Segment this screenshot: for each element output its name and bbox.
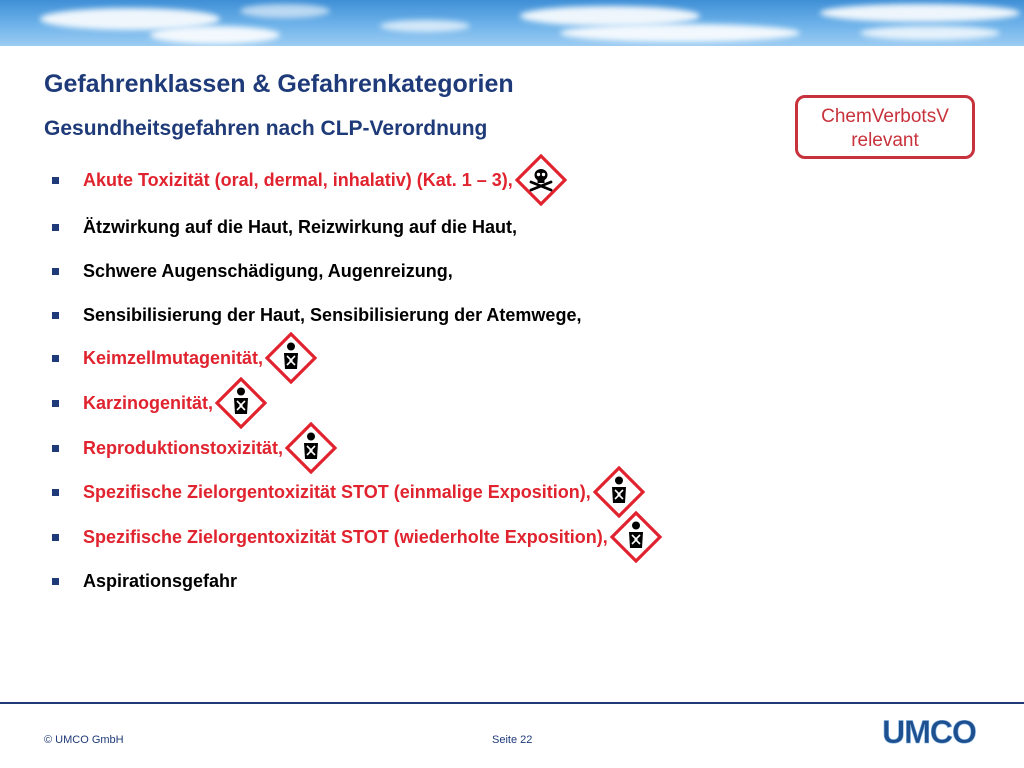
list-item-text: Schwere Augenschädigung, Augenreizung, bbox=[83, 260, 453, 281]
bullet-square-icon bbox=[52, 578, 59, 585]
list-item bbox=[52, 300, 581, 330]
list-item-text: Aspirationsgefahr bbox=[83, 570, 238, 591]
list-item-text: Akute Toxizität (oral, dermal, inhalativ) (Kat. 1 – 3), bbox=[83, 169, 513, 190]
list-item bbox=[52, 388, 267, 418]
badge-line-1: ChemVerbotsV bbox=[821, 106, 949, 127]
list-item-text: Spezifische Zielorgentoxizität STOT (einmalige Exposition), bbox=[83, 481, 591, 502]
health-hazard-icon bbox=[285, 422, 337, 474]
list-item-text: Spezifische Zielorgentoxizität STOT (wiederholte Exposition), bbox=[83, 526, 608, 547]
list-item bbox=[52, 212, 517, 242]
list-item bbox=[52, 566, 237, 596]
footer-copyright: © UMCO GmbH bbox=[44, 734, 124, 746]
health-hazard-icon bbox=[215, 377, 267, 429]
bullet-square-icon bbox=[52, 400, 59, 407]
list-item bbox=[52, 433, 337, 463]
list-item-text: Reproduktionstoxizität, bbox=[83, 437, 284, 458]
list-item-text: Sensibilisierung der Haut, Sensibilisierung der Atemwege, bbox=[83, 304, 582, 325]
list-item-text: Keimzellmutagenität, bbox=[83, 347, 264, 368]
health-hazard-icon bbox=[265, 332, 317, 384]
bullet-square-icon bbox=[52, 177, 59, 184]
health-hazard-icon bbox=[610, 511, 662, 563]
bullet-square-icon bbox=[52, 534, 59, 541]
umco-logo-text: UMCO bbox=[882, 714, 976, 748]
footer-divider bbox=[0, 702, 1024, 704]
list-item bbox=[52, 477, 645, 507]
bullet-square-icon bbox=[52, 445, 59, 452]
bullet-square-icon bbox=[52, 489, 59, 496]
list-item bbox=[52, 343, 317, 373]
list-item-text: Ätzwirkung auf die Haut, Reizwirkung auf die Haut, bbox=[83, 216, 518, 237]
bullet-square-icon bbox=[52, 224, 59, 231]
list-item bbox=[52, 522, 662, 552]
footer-page-number: Seite 22 bbox=[492, 734, 533, 746]
umco-logo bbox=[874, 714, 984, 748]
list-item bbox=[52, 165, 567, 195]
slide-title: Gefahrenklassen & Gefahrenkategorien bbox=[44, 70, 514, 98]
slide-subtitle: Gesundheitsgefahren nach CLP-Verordnung bbox=[44, 117, 488, 140]
skull-crossbones-icon bbox=[515, 154, 567, 206]
chemverbotsv-badge bbox=[795, 95, 975, 159]
list-item-text: Karzinogenität, bbox=[83, 392, 214, 413]
header-sky-banner bbox=[0, 0, 1024, 46]
badge-line-2: relevant bbox=[851, 130, 919, 151]
bullet-square-icon bbox=[52, 355, 59, 362]
bullet-square-icon bbox=[52, 268, 59, 275]
bullet-square-icon bbox=[52, 312, 59, 319]
list-item bbox=[52, 256, 453, 286]
